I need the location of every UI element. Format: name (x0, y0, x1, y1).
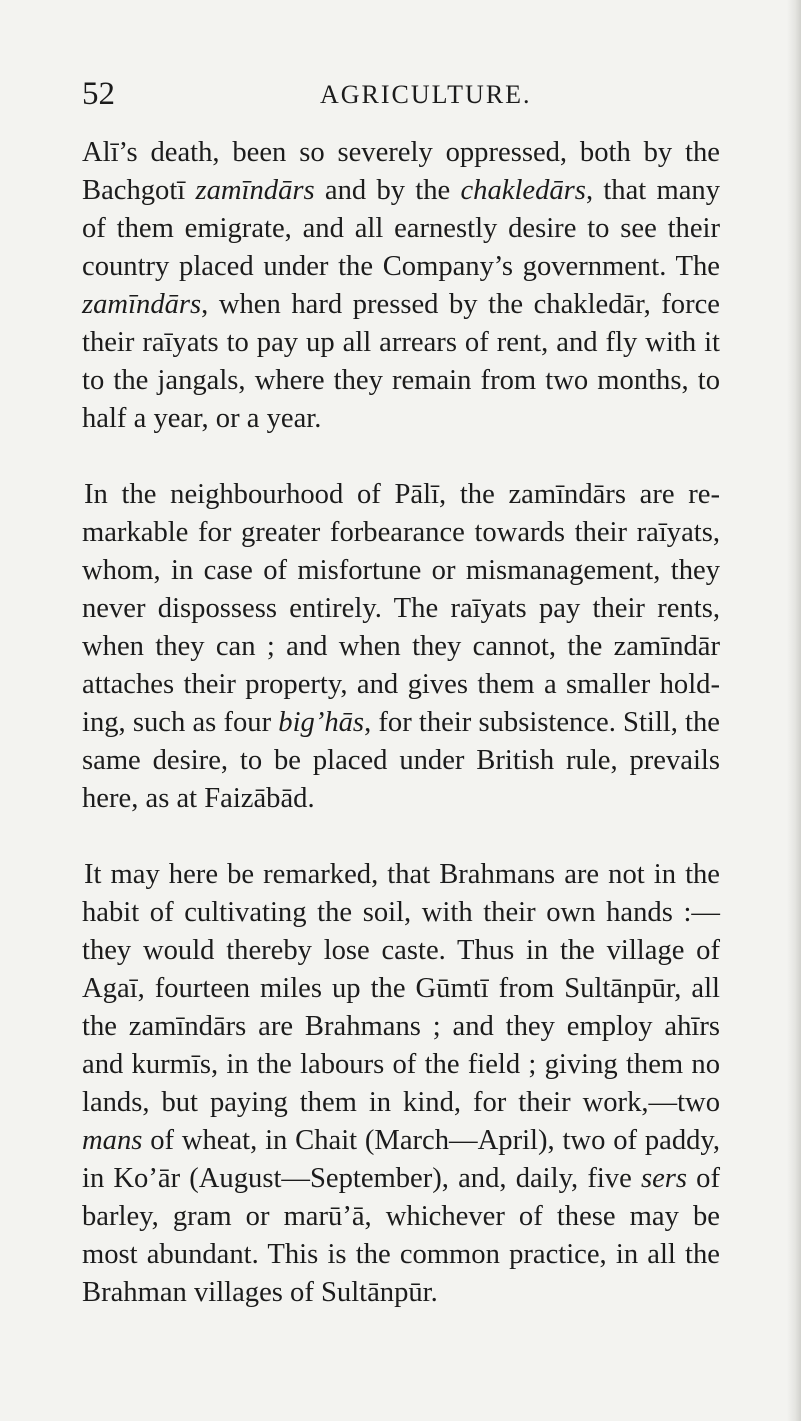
italic-term: big’hās (278, 707, 365, 738)
italic-term: zamīndārs (195, 175, 315, 206)
page-number: 52 (82, 76, 115, 112)
text-segment: of wheat, in Chait (March—April), two of paddy, in Ko’ār (August—September), and, daily, five (82, 1125, 720, 1194)
italic-term: mans (82, 1125, 143, 1156)
text-segment: In the neighbourhood of Pālī, the zamīndārs are re-markable for greater forbearance towards their raīyats, whom, in case of misfortune or mismanagement, they never dispossess entirely. The raīyats pay their rents, when they can ; and when they cannot, the zamīndār attaches their property, and gives them a smaller hold-ing, such as four (82, 479, 720, 738)
italic-term: chakledārs (460, 175, 586, 206)
page-edge-shadow (787, 0, 801, 1421)
text-segment: , when hard pressed by the chakledār, force their raīyats to pay up all arrears of rent, and fly with it to the jangals, where they remain from two months, to half a year, or a year. (82, 289, 720, 434)
text-segment: Alī’s death, been so severely oppressed, both by the Bachgotī (82, 137, 720, 206)
paragraph-1 (82, 134, 720, 438)
paragraph-3 (82, 856, 720, 1312)
text-segment: , for their subsistence. Still, the same desire, to be placed under British rule, prevails here, as at Faizābād. (82, 707, 720, 814)
page-header (0, 74, 801, 114)
text-segment: It may here be remarked, that Brahmans are not in the habit of cultivating the soil, with their own hands :— they would thereby lose caste. Thus in the village of Agaī, fourteen miles up the Gūmtī from Sultānpūr, all the zamīndārs are Brahmans ; and they employ ahīrs and kurmīs, in the labours of the field ; giving them no lands, but paying them in kind, for their work,—two (82, 859, 720, 1118)
paragraph-2 (82, 476, 720, 818)
italic-term: zamīndārs (82, 289, 202, 320)
text-segment: , that many of them emigrate, and all earnestly desire to see their country placed under the Company’s government. The (82, 175, 720, 282)
body-text (82, 134, 720, 1312)
italic-term: sers (640, 1163, 688, 1194)
running-head: AGRICULTURE. (320, 80, 532, 109)
text-segment: and by the (314, 175, 461, 206)
text-segment: of barley, gram or marū’ā, whichever of these may be most abundant. This is the common practice, in all the Brahman villages of Sultānpūr. (82, 1163, 720, 1308)
